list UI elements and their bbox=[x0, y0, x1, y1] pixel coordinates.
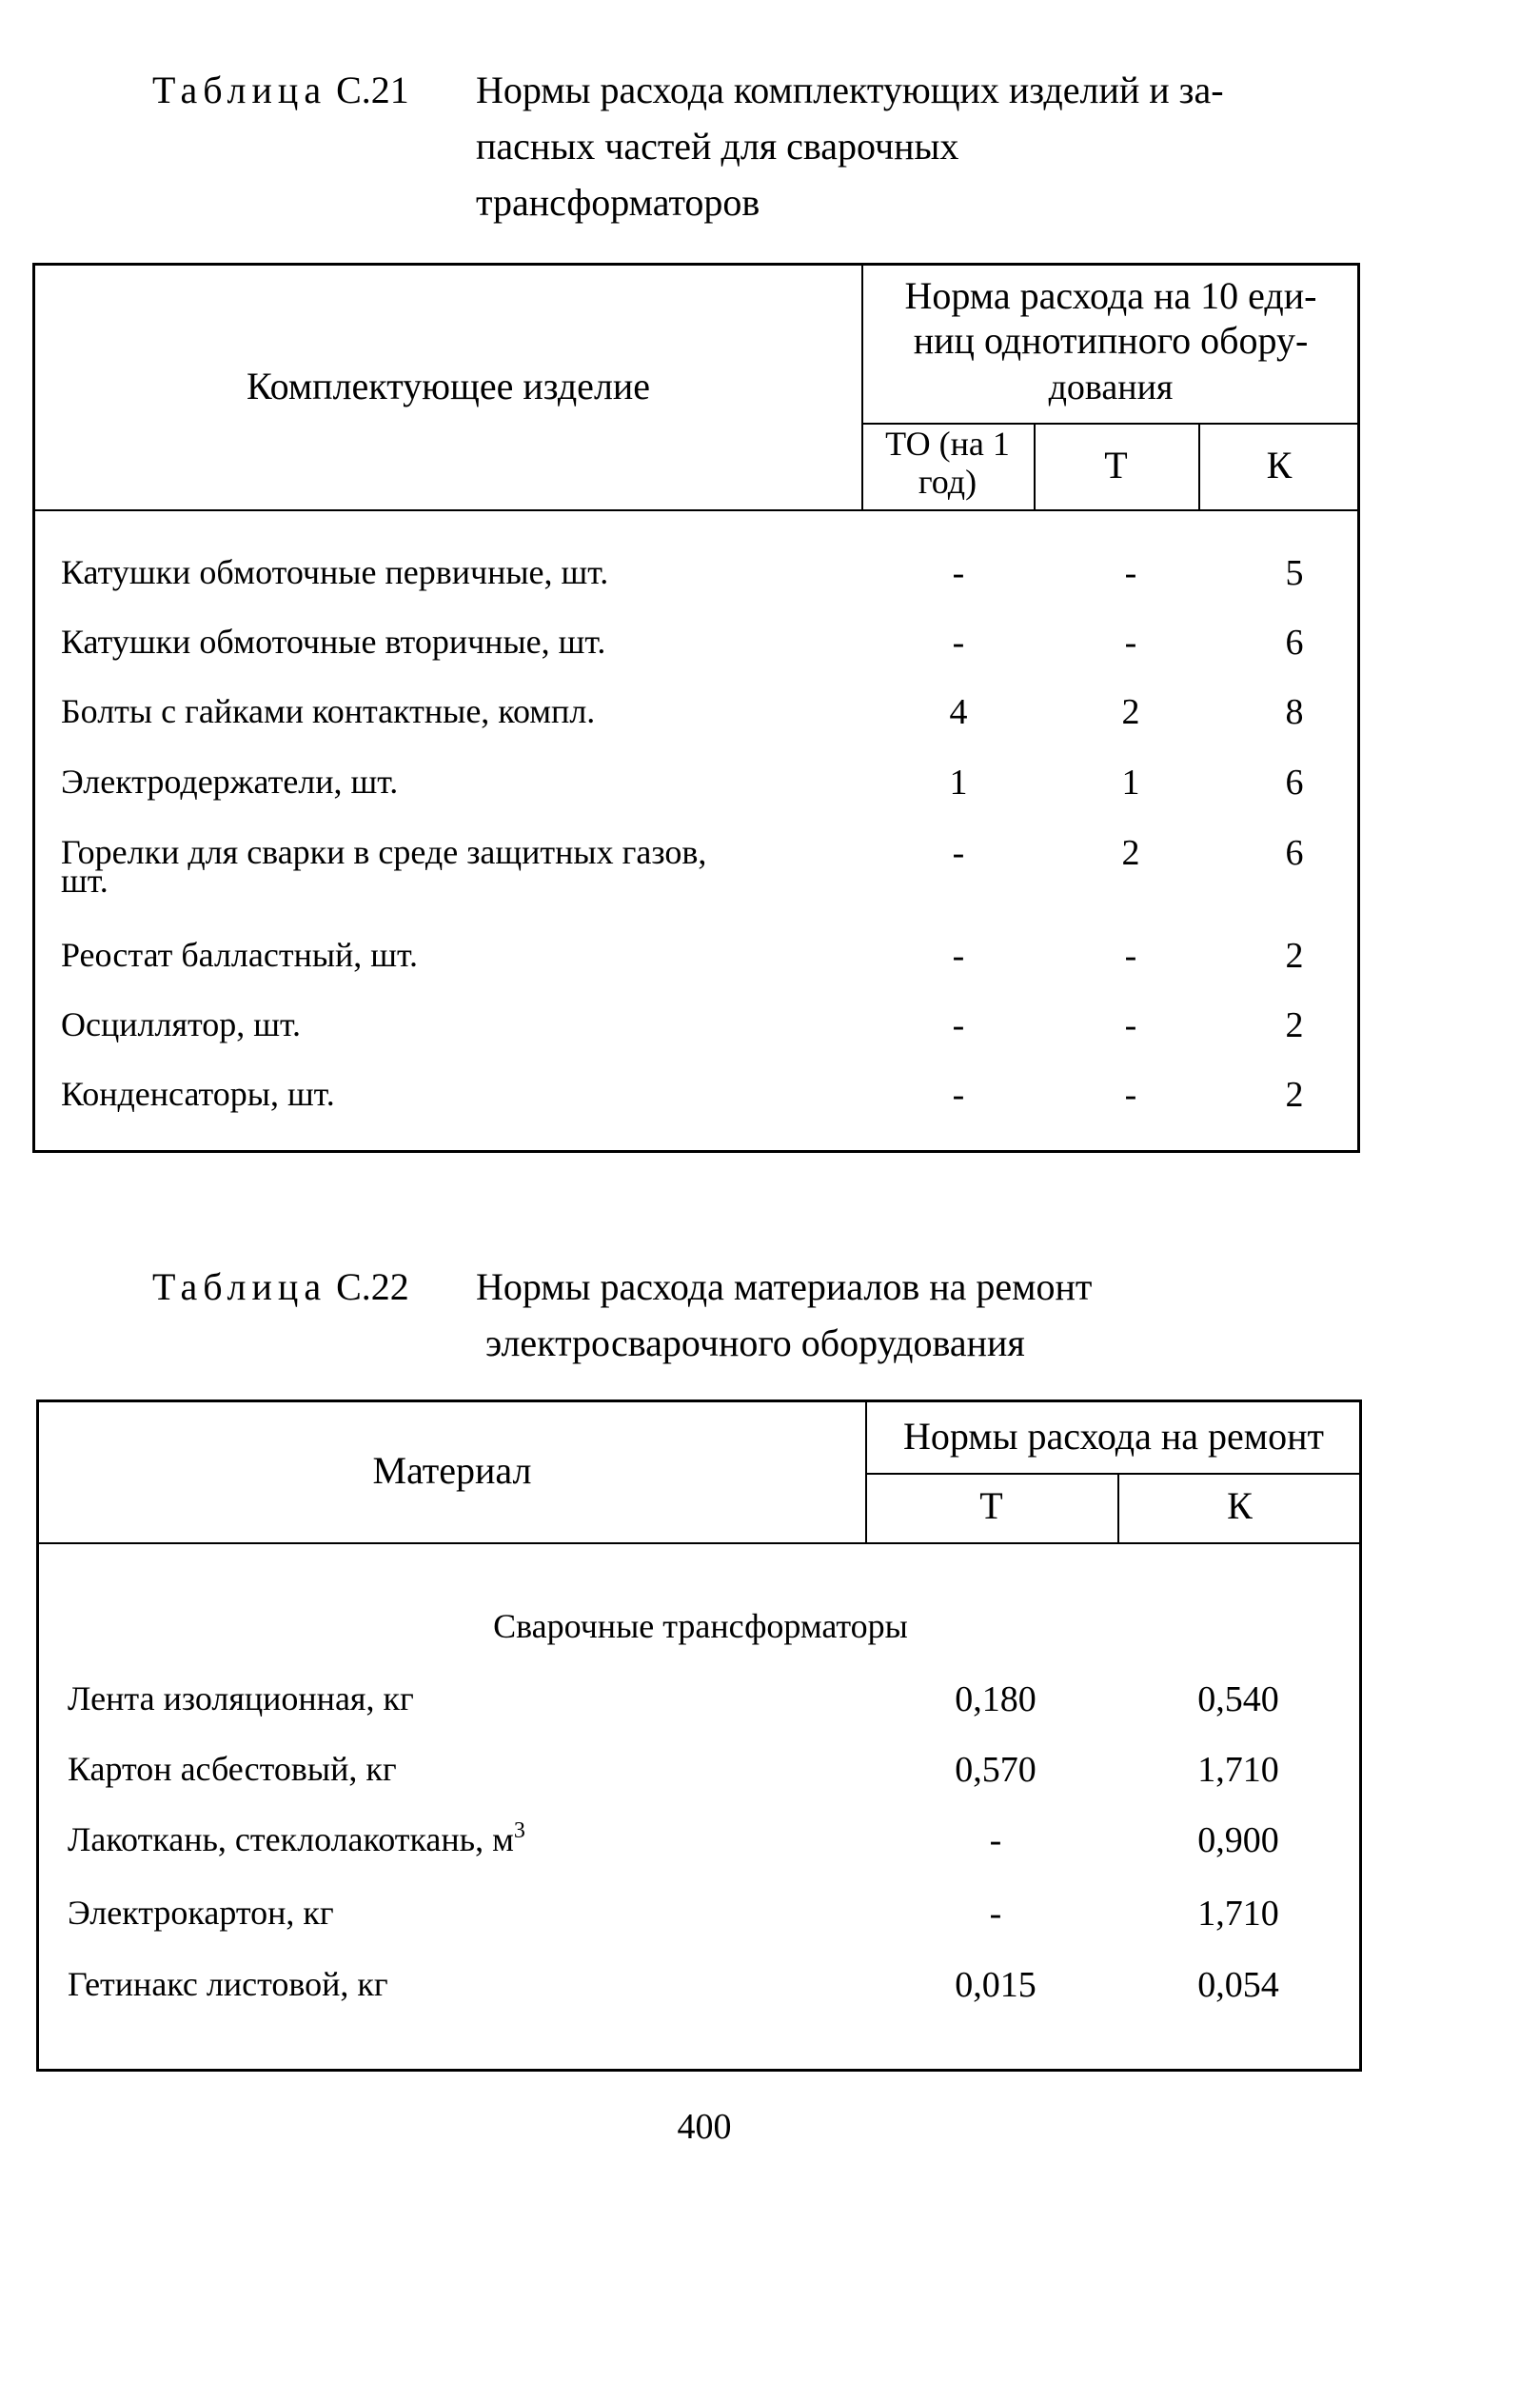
table22 bbox=[36, 1399, 1362, 2072]
table22-item-cell: Картон асбестовый, кг bbox=[68, 1750, 397, 1788]
table21-divider bbox=[35, 509, 1360, 511]
table22-material-header: Материал bbox=[372, 1449, 532, 1492]
table21-k-cell: 6 bbox=[1285, 763, 1304, 803]
table21-to-cell: - bbox=[952, 1075, 965, 1115]
table22-t-cell: 0,570 bbox=[955, 1750, 1037, 1790]
table21-k-cell: 6 bbox=[1285, 623, 1304, 663]
table22-norms-header: Нормы расхода на ремонт bbox=[903, 1415, 1324, 1458]
table21-t-cell: - bbox=[1124, 623, 1137, 663]
table22-number: С.22 bbox=[336, 1265, 409, 1308]
table22-title-line1: Нормы расхода материалов на ремонт bbox=[476, 1265, 1093, 1308]
table21-to-cell: - bbox=[952, 1005, 965, 1045]
table21-t-cell: 1 bbox=[1121, 763, 1140, 803]
table21-norm-header-line3: дования bbox=[1048, 367, 1174, 407]
table22-divider bbox=[39, 1542, 1362, 1544]
table21-k-cell: 6 bbox=[1285, 833, 1304, 873]
table21-to-cell: - bbox=[952, 833, 965, 873]
table21 bbox=[32, 263, 1360, 1153]
table22-k-header: К bbox=[1227, 1484, 1253, 1527]
table21-to-cell: 1 bbox=[949, 763, 968, 803]
table21-to-cell: - bbox=[952, 553, 965, 593]
table22-t-cell: 0,180 bbox=[955, 1679, 1037, 1719]
table21-title-line2: пасных частей для сварочных bbox=[476, 125, 959, 168]
table21-t-cell: - bbox=[1124, 1075, 1137, 1115]
table22-t-cell: 0,015 bbox=[955, 1965, 1037, 2005]
table21-t-header: Т bbox=[1104, 444, 1128, 486]
table21-label: Таблица bbox=[152, 69, 327, 111]
table22-item-cell: Электрокартон, кг bbox=[68, 1894, 334, 1932]
table22-label: Таблица bbox=[152, 1265, 327, 1308]
table22-section-title: Сварочные трансформаторы bbox=[493, 1607, 908, 1645]
table22-t-cell: - bbox=[989, 1820, 1002, 1860]
table21-t-cell: - bbox=[1124, 1005, 1137, 1045]
table21-t-cell: - bbox=[1124, 936, 1137, 976]
table21-t-cell: 2 bbox=[1121, 692, 1140, 732]
table21-item-cell: Горелки для сварки в среде защитных газов, bbox=[61, 833, 707, 871]
table22-k-cell: 1,710 bbox=[1197, 1750, 1279, 1790]
table22-divider bbox=[865, 1473, 1362, 1475]
table21-item-cell: Болты с гайками контактные, компл. bbox=[61, 692, 596, 730]
table21-number: С.21 bbox=[336, 69, 409, 111]
table21-to-cell: - bbox=[952, 936, 965, 976]
table21-item-cell: Катушки обмоточные вторичные, шт. bbox=[61, 623, 606, 661]
table21-k-cell: 2 bbox=[1285, 1075, 1304, 1115]
table21-to-header-line2: год) bbox=[918, 463, 977, 501]
table21-title-line1: Нормы расхода комплектующих изделий и за- bbox=[476, 69, 1224, 111]
page-number: 400 bbox=[677, 2107, 732, 2147]
table21-to-cell: - bbox=[952, 623, 965, 663]
table22-item-cell: Лакоткань, стеклолакоткань, м bbox=[68, 1820, 514, 1858]
table21-to-header-line1: ТО (на 1 bbox=[885, 425, 1010, 463]
table21-item-cell: Катушки обмоточные первичные, шт. bbox=[61, 553, 609, 591]
table22-k-cell: 0,540 bbox=[1197, 1679, 1279, 1719]
table21-norm-header-line1: Норма расхода на 10 еди- bbox=[904, 274, 1317, 317]
table21-to-cell: 4 bbox=[949, 692, 968, 732]
table21-item-cell-cont: шт. bbox=[61, 862, 109, 900]
table21-item-header: Комплектующее изделие bbox=[246, 365, 651, 407]
table22-k-cell: 0,054 bbox=[1197, 1965, 1279, 2005]
table21-k-cell: 2 bbox=[1285, 936, 1304, 976]
table22-title-line2: электросварочного оборудования bbox=[485, 1321, 1025, 1364]
table21-k-cell: 2 bbox=[1285, 1005, 1304, 1045]
table21-t-cell: - bbox=[1124, 553, 1137, 593]
table21-k-header: К bbox=[1266, 444, 1293, 486]
table21-item-cell: Осциллятор, шт. bbox=[61, 1005, 301, 1043]
table22-k-cell: 1,710 bbox=[1197, 1894, 1279, 1934]
table21-k-cell: 8 bbox=[1285, 692, 1304, 732]
table21-title-line3: трансформаторов bbox=[476, 181, 760, 224]
table21-item-cell: Реостат балластный, шт. bbox=[61, 936, 419, 974]
table21-item-cell: Конденсаторы, шт. bbox=[61, 1075, 335, 1113]
table22-item-cell: Гетинакс листовой, кг bbox=[68, 1965, 388, 2003]
table21-k-cell: 5 bbox=[1285, 553, 1304, 593]
table21-t-cell: 2 bbox=[1121, 833, 1140, 873]
table22-item-cell: Лента изоляционная, кг bbox=[68, 1679, 414, 1717]
superscript-exponent: 3 bbox=[513, 1818, 525, 1843]
table22-k-cell: 0,900 bbox=[1197, 1820, 1279, 1860]
table21-norm-header-line2: ниц однотипного обору- bbox=[913, 319, 1309, 362]
table22-t-cell: - bbox=[989, 1894, 1002, 1934]
table22-t-header: Т bbox=[979, 1484, 1003, 1527]
table21-item-cell: Электродержатели, шт. bbox=[61, 763, 399, 801]
